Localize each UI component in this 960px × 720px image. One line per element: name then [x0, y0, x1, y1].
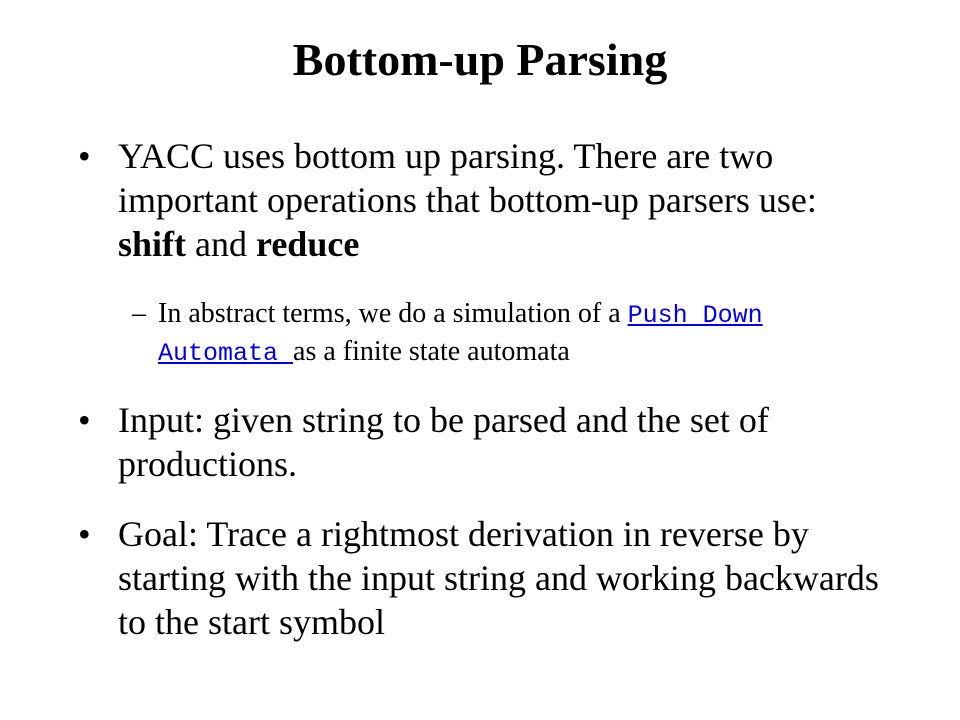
- bullet-text-mid: and: [186, 224, 256, 264]
- sub-bullet-dash: –: [132, 298, 146, 329]
- bullet-dot: •: [78, 136, 91, 176]
- bullet-text: Input: given string to be parsed and the set of productions.: [118, 400, 769, 484]
- sub-bullet-abstract: [132, 296, 878, 372]
- sub-bullet-text-after: as a finite state automata: [293, 336, 570, 367]
- bullet-dot: •: [78, 400, 91, 440]
- sub-bullet-text: In abstract terms, we do a simulation of a: [158, 298, 628, 329]
- slide-title: Bottom-up Parsing: [292, 34, 668, 85]
- bullet-text: Goal: Trace a rightmost derivation in reverse by starting with the input string and working backwards to the start symbol: [118, 514, 879, 642]
- push-down-automata-link[interactable]: Push Down Automata: [158, 301, 763, 368]
- bullet-dot: •: [78, 514, 91, 554]
- bullet-yacc: [78, 134, 888, 266]
- bullet-input: [78, 398, 888, 486]
- shift-term: shift: [118, 224, 187, 264]
- bullet-text: YACC uses bottom up parsing. There are two important operations that bottom-up parsers use:: [118, 136, 817, 220]
- bullet-goal: [78, 512, 888, 644]
- reduce-term: reduce: [256, 224, 360, 264]
